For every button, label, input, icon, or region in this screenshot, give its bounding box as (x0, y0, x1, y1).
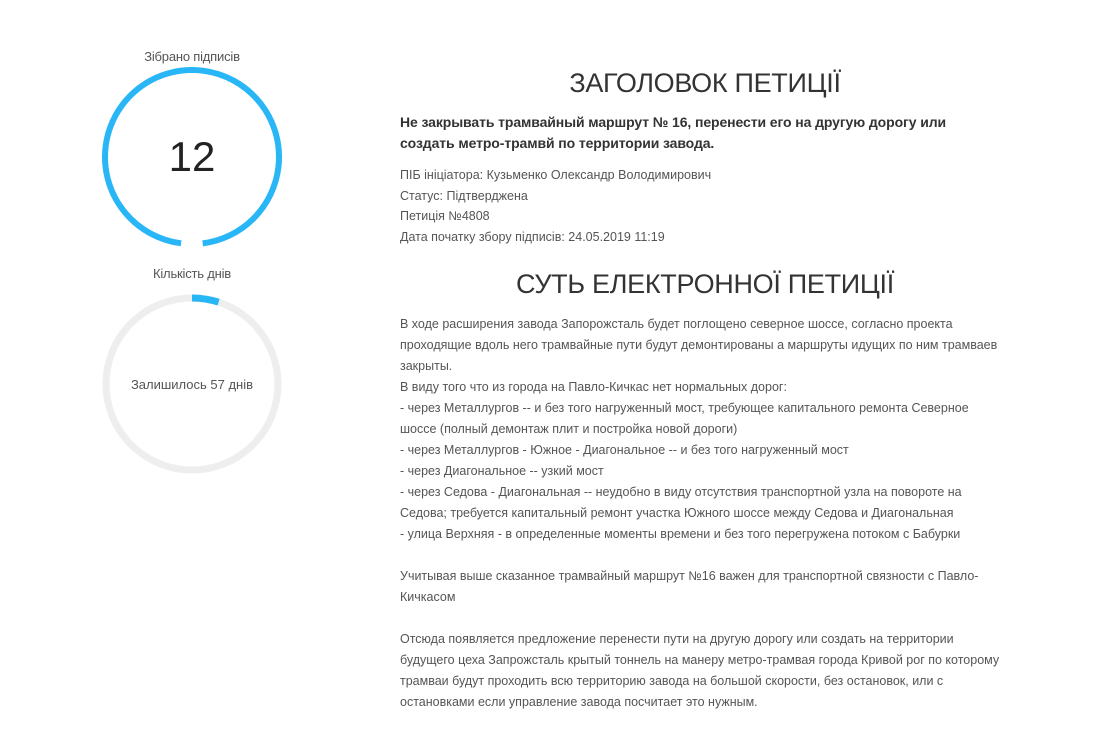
petition-title-heading: ЗАГОЛОВОК ПЕТИЦІЇ (569, 68, 841, 98)
body-paragraph: В виду того что из города на Павло-Кичкас нет нормальных дорог: (400, 380, 787, 394)
body-paragraph: - через Металлургов - Южное - Диагональное -- и без того нагруженный мост (400, 443, 849, 457)
body-paragraph: В ходе расширения завода Запорожсталь будет поглощено северное шоссе, согласно проекта проходящие вдоль него трамвайные пути будут демонтированы а маршруты идущих по ним трамваев закрыты. (400, 317, 998, 373)
start-date-line: Дата початку збору підписів: 24.05.2019 11:19 (400, 229, 665, 244)
initiator-line: ПІБ ініціатора: Кузьменко Олександр Володимирович (400, 168, 712, 182)
days-progress-ring (102, 294, 282, 474)
body-paragraph: - через Металлургов -- и без того нагруженный мост, требующее капитального ремонта Северное шоссе (полный демонтаж плит и постройка новой дороги) (400, 401, 969, 436)
body-paragraph: - через Седова - Диагональная -- неудобно в виду отсутствия транспортной узла на повороте на Седова; требуется капитальный ремонт участка Южного шоссе между Седова и Диагональная (400, 485, 962, 520)
petition-headline: Не закрывать трамвайный маршрут № 16, перенести его на другую дорогу или создать метро-трамвй по территории завода. (400, 114, 947, 151)
body-paragraph: Учитывая выше сказанное трамвайный маршрут №16 важен для транспортной связности с Павло-Кичкасом (400, 569, 979, 604)
days-label: Кількість днів (153, 266, 231, 281)
body-paragraph: - улица Верхняя - в определенные моменты времени и без того перегружена потоком с Бабурки (400, 527, 961, 541)
signatures-count: 12 (168, 133, 216, 180)
petition-number: Петиція №4808 (400, 209, 490, 223)
petition-meta (400, 165, 1000, 247)
body-paragraph: Отсюда появляется предложение перенести пути на другую дорогу или создать на территории будущего цеха Запрожсталь крытый тоннель на манеру метро-трамвая города Кривой рог по которому трамваи будут проходить всю территорию завода на большой скорости, без остановок, или с остановками если управление завода посчитает это нужным. (400, 632, 1000, 709)
petition-essence-heading: СУТЬ ЕЛЕКТРОННОЇ ПЕТИЦІЇ (516, 269, 894, 299)
paragraph-spacer (400, 608, 1000, 629)
signatures-label: Зібрано підписів (144, 49, 240, 64)
signatures-progress-ring (102, 67, 282, 247)
paragraph-spacer (400, 545, 1000, 566)
body-paragraph: - через Диагональное -- узкий мост (400, 464, 604, 478)
status-line: Статус: Підтверджена (400, 188, 528, 203)
petition-body (400, 314, 1000, 713)
days-remaining: Залишилось 57 днів (130, 376, 254, 392)
